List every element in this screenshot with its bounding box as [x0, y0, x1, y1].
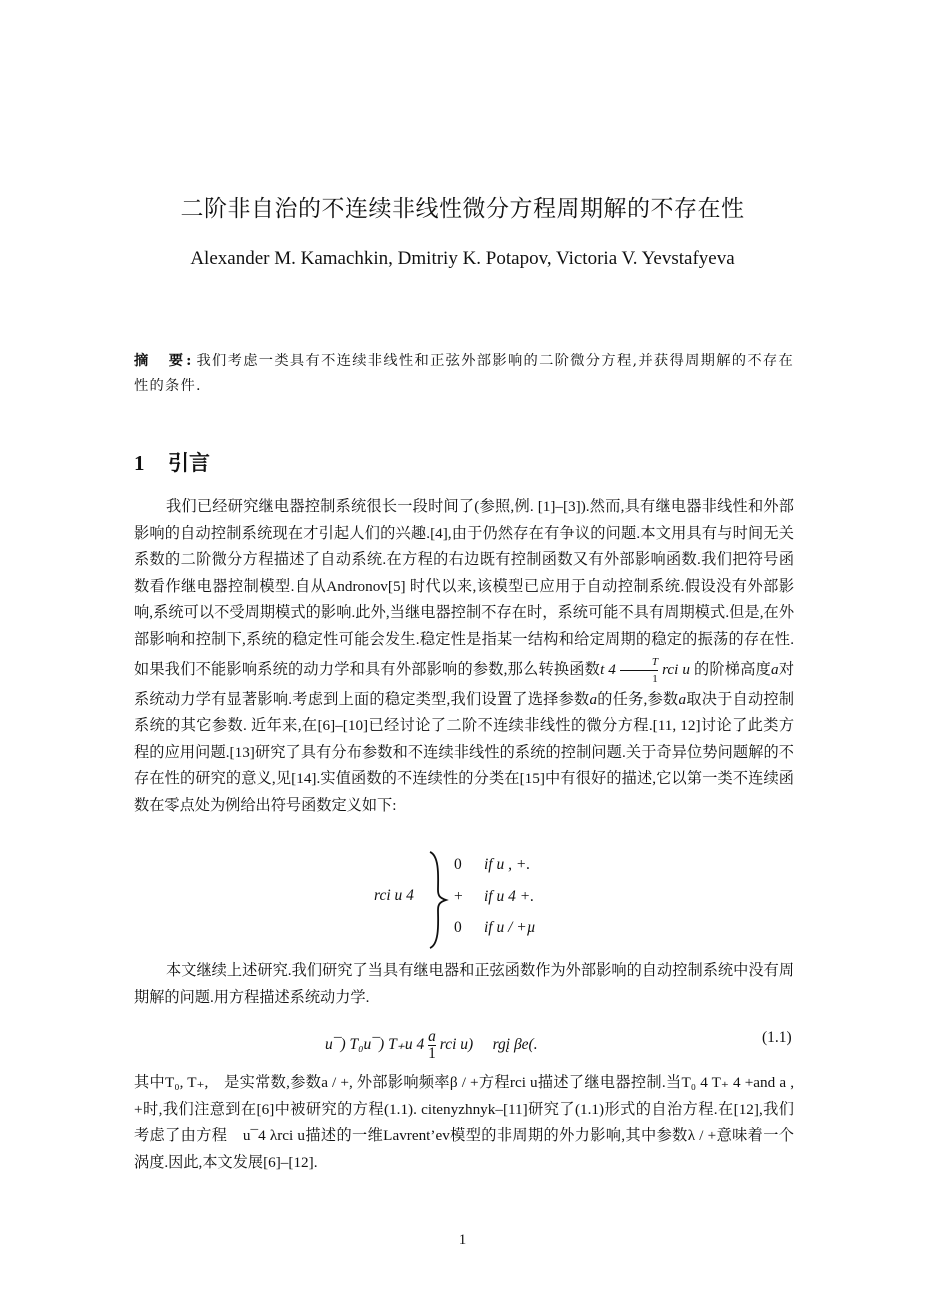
intro-paragraph-2: [134, 958, 794, 1011]
para1-text-b: 的阶梯高度: [694, 660, 772, 678]
section-heading: [134, 447, 210, 477]
case-value: +: [454, 888, 463, 905]
section-number: 1: [134, 451, 145, 475]
eq11-right: rci u) rgį βe(.: [439, 1036, 538, 1054]
eq11-frac-den: 1: [428, 1045, 436, 1062]
para1-text-a: 我们已经研究继电器控制系统很长一段时间了(参照,例. [1]–[3]).然而,具有继电器非线性和外部影响的自动控制系统现在才引起人们的兴趣.[4],由于仍然存在有争议的问题.本文用具有与时间无关系数的二阶微分方程描述了自动系统.在方程的右边既有控制函数又有外部影响函数.我们把符号函数看作继电器控制模型.自从Andronov[5] 时代以来,该模型已应用于自动控制系统.假设没有外部影响,系统可以不受周期模式的影响.此外,当继电器控制不存在时，系统可能不具有周期模式.但是,在外部影响和控制下,系统的稳定性可能会发生.稳定性是指某一结构和给定周期的稳定的振荡的存在性.如果我们不能影响系统的动力学和具有外部影响的参数,那么转换函数: [134, 498, 794, 678]
intro-paragraph-3: [134, 1070, 794, 1176]
para2-text: 本文继续上述研究.我们研究了当具有继电器和正弦函数作为外部影响的自动控制系统中没有周期解的问题.用方程描述系统动力学.: [134, 962, 794, 1006]
section-title: 引言: [168, 451, 210, 475]
case-row: [454, 888, 534, 906]
case-row: [454, 919, 536, 937]
case-condition: if u 4 +.: [484, 888, 535, 905]
para1-math-a1: a: [771, 660, 779, 678]
eq11-left: u¯) T₀u¯) T₊u 4: [325, 1036, 425, 1054]
left-brace-icon: [426, 850, 450, 950]
para1-math-a3: a: [678, 690, 687, 708]
case-condition: if u / +µ: [484, 919, 536, 936]
para1-math-t: t 4: [600, 660, 616, 678]
intro-paragraph-1: [134, 494, 794, 820]
abstract-label: 摘 要:: [134, 353, 195, 369]
author-list: Alexander M. Kamachkin, Dmitriy K. Potapov, Victoria V. Yevstafyeva: [190, 248, 735, 269]
abstract-text: 我们考虑一类具有不连续非线性和正弦外部影响的二阶微分方程,并获得周期解的不存在性的条件.: [134, 353, 795, 394]
para1-frac-num: T: [651, 655, 659, 668]
eq11-fraction: [428, 1029, 436, 1062]
para1-math-rci: rci u: [662, 660, 690, 678]
para3-text: 其中T₀, T₊, 是实常数,参数a / +, 外部影响频率β / +方程rci u描述了继电器控制.当T₀ 4 T₊ 4 +and a , +时,我们注意到在[6]中被研究的方程(1.1). citenyzhnyk–[11]研究了(1.1)形式的自治方程.在[12],我们考虑了由方程 u¯4 λrci u描述的一维Lavrent’ev模型的非周期的外力影响,其中参数λ / +意味着一个涡度.因此,本文发展[6]–[12].: [134, 1074, 794, 1171]
case-condition: if u , +.: [484, 856, 531, 873]
page-number: 1: [458, 1232, 467, 1248]
para1-text-e: 取决于自动控制系统的其它参数. 近年来,在[6]–[10]已经讨论了二阶不连续非线性的微分方程.[11, 12]讨论了此类方程的应用问题.[13]研究了具有分布参数和不连续非线性的系统的控制问题.关于奇异位势问题解的不存在性的研究的意义,见[14].实值函数的不连续性的分类在[15]中有很好的描述,它以第一类不连续函数在零点处为例给出符号函数定义如下:: [134, 690, 795, 814]
para1-text-d: 的任务,参数: [597, 690, 679, 708]
case-value: 0: [454, 856, 462, 873]
abstract: [134, 349, 794, 399]
case-row: [454, 856, 530, 874]
para1-fraction: [620, 654, 658, 687]
equation-1-1: [325, 1029, 538, 1062]
paper-title: 二阶非自治的不连续非线性微分方程周期解的不存在性: [180, 196, 745, 222]
cases-lhs: rci u 4: [374, 887, 414, 904]
para1-frac-den: 1: [620, 670, 658, 687]
case-value: 0: [454, 919, 462, 936]
eq11-frac-num: a: [428, 1028, 436, 1045]
sign-function-definition: [374, 850, 594, 950]
para1-text-c: 对系统动力学有显著影响.考虑到上面的稳定类型,我们设置了选择参数: [134, 660, 795, 708]
equation-number: (1.1): [762, 1029, 792, 1046]
para1-math-a2: a: [589, 690, 598, 708]
